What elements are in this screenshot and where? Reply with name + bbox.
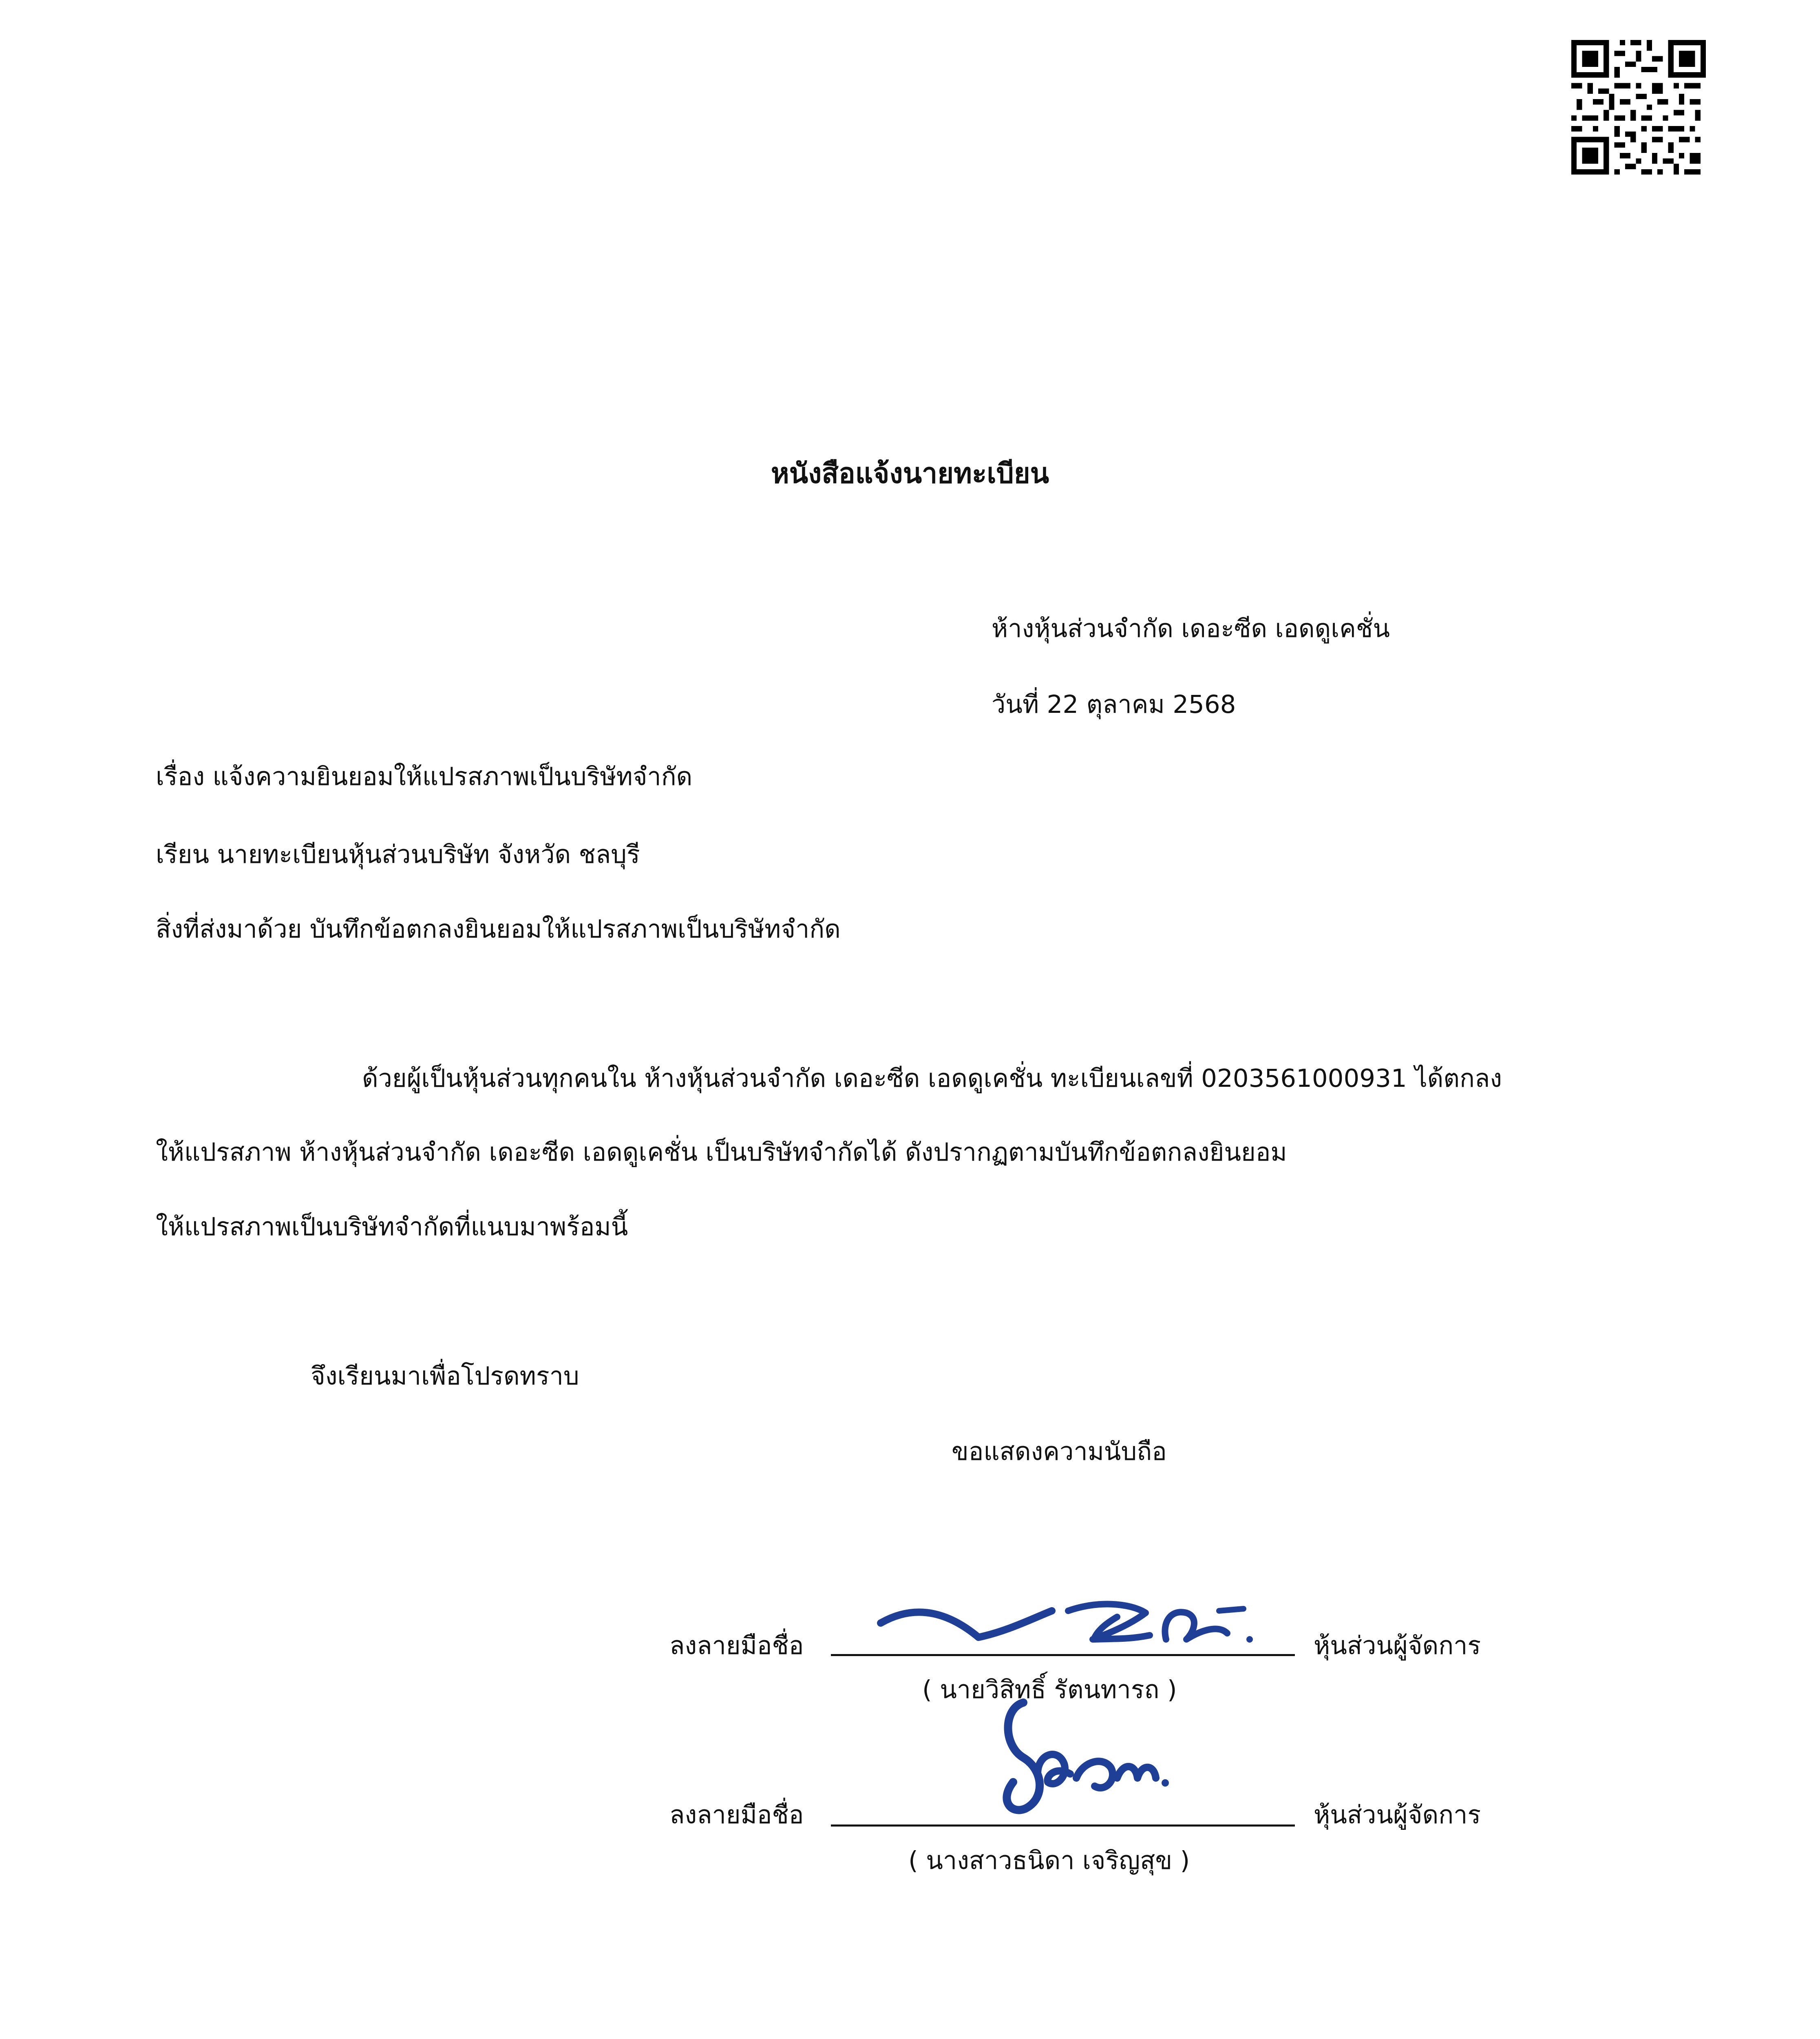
- signature-mark-2: [995, 1696, 1170, 1819]
- signature-label-2: ลงลายมือชื่อ: [669, 1800, 804, 1829]
- signer-role-1: หุ้นส่วนผู้จัดการ: [1314, 1631, 1481, 1660]
- document-date: วันที่ 22 ตุลาคม 2568: [992, 690, 1236, 719]
- body-paragraph-line-2: ให้แปรสภาพ ห้างหุ้นส่วนจำกัด เดอะซีด เอดดูเคชั่น เป็นบริษัทจำกัดได้ ดังปรากฏตามบันทึกข้อตกลงยินยอม: [156, 1138, 1287, 1167]
- subject-line: เรื่อง แจ้งความยินยอมให้แปรสภาพเป็นบริษัทจำกัด: [156, 762, 693, 791]
- company-name: ห้างหุ้นส่วนจำกัด เดอะซีด เอดดูเคชั่น: [992, 614, 1390, 643]
- signature-mark-1: [877, 1594, 1260, 1656]
- enclosure-line: สิ่งที่ส่งมาด้วย บันทึกข้อตกลงยินยอมให้แปรสภาพเป็นบริษัทจำกัด: [156, 915, 841, 944]
- signature-line-2: [831, 1824, 1295, 1827]
- signer-role-2: หุ้นส่วนผู้จัดการ: [1314, 1800, 1481, 1829]
- recipient-line: เรียน นายทะเบียนหุ้นส่วนบริษัท จังหวัด ชลบุรี: [156, 840, 640, 869]
- qr-code-icon: [1571, 40, 1706, 175]
- body-paragraph-line-1: ด้วยผู้เป็นหุ้นส่วนทุกคนใน ห้างหุ้นส่วนจำกัด เดอะซีด เอดดูเคชั่น ทะเบียนเลขที่ 0203561000931 ได้ตกลง: [362, 1064, 1502, 1093]
- closing-phrase: จึงเรียนมาเพื่อโปรดทราบ: [311, 1362, 579, 1391]
- signer-name-1: ( นายวิสิทธิ์ รัตนทารถ ): [922, 1675, 1177, 1704]
- signer-name-2: ( นางสาวธนิดา เจริญสุข ): [908, 1846, 1190, 1875]
- closing-regards: ขอแสดงความนับถือ: [952, 1437, 1167, 1466]
- document-title: หนังสือแจ้งนายทะเบียน: [771, 458, 1049, 490]
- signature-label-1: ลงลายมือชื่อ: [669, 1631, 804, 1660]
- body-paragraph-line-3: ให้แปรสภาพเป็นบริษัทจำกัดที่แนบมาพร้อมนี้: [156, 1212, 628, 1241]
